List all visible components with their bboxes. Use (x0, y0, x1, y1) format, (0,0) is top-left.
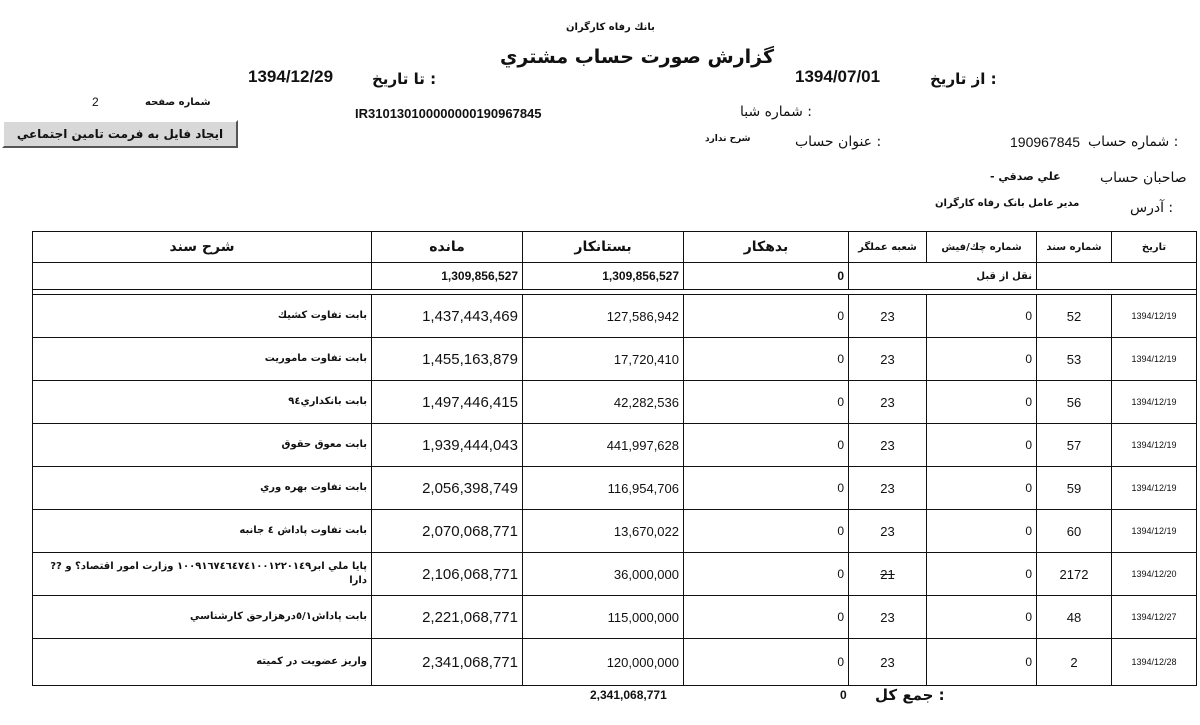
cell-description: بابت تفاوت ماموريت (33, 338, 372, 381)
cell-doc-no: 53 (1037, 338, 1112, 381)
column-header-branch: شعبه عملگر (849, 232, 927, 263)
column-header-doc-no: شماره سند (1037, 232, 1112, 263)
bank-name: بانك رفاه كارگران (566, 22, 655, 33)
cell-branch: 23 (849, 381, 927, 424)
cell-description: واريز عضويت در كميته (33, 639, 372, 686)
cell-branch: 21 (849, 553, 927, 596)
shaba-label: شماره شبا : (740, 104, 813, 120)
cell-branch: 23 (849, 467, 927, 510)
cell-balance: 2,056,398,749 (372, 467, 523, 510)
cell-date: 1394/12/19 (1112, 424, 1197, 467)
cell-date: 1394/12/19 (1112, 381, 1197, 424)
cell-description: بابت تفاوت كشيك (33, 295, 372, 338)
column-header-credit: بستانكار (523, 232, 684, 263)
table-row (33, 338, 1197, 381)
cell-balance: 1,939,444,043 (372, 424, 523, 467)
cell-credit: 17,720,410 (523, 338, 684, 381)
cell-description: بابت بانكداري۹٤ (33, 381, 372, 424)
cell-balance: 1,497,446,415 (372, 381, 523, 424)
cell-description: پايا ملي ابر١٠٠٩١٦٧٤٦٤٧٤١٠٠١٢٢٠١٤٩ وزارت امور اقتصاد؟ و ??دارا (33, 553, 372, 596)
cell-debit: 0 (684, 381, 849, 424)
cell-debit: 0 (684, 295, 849, 338)
table-header-row (33, 232, 1197, 263)
cell-doc-no: 2 (1037, 639, 1112, 686)
cell-credit: 36,000,000 (523, 553, 684, 596)
cell-doc-no: 59 (1037, 467, 1112, 510)
page-number-value: 2 (92, 95, 99, 109)
to-date-label: تا تاريخ : (372, 70, 437, 88)
cell-cheque-no: 0 (927, 338, 1037, 381)
report-title: گزارش صورت حساب مشتري (500, 46, 775, 68)
account-title-value: شرح ندارد (705, 134, 751, 144)
transaction-rows (33, 295, 1197, 686)
cell-debit: 0 (684, 553, 849, 596)
table-row (33, 510, 1197, 553)
cell-debit: 0 (684, 639, 849, 686)
address-label: آدرس : (1130, 200, 1174, 216)
total-label: جمع كل : (875, 686, 945, 704)
cell-cheque-no: 0 (927, 381, 1037, 424)
cell-credit: 127,586,942 (523, 295, 684, 338)
cell-description: بابت معوق حقوق (33, 424, 372, 467)
cell-cheque-no: 0 (927, 596, 1037, 639)
cell-debit: 0 (684, 338, 849, 381)
cell-cheque-no: 0 (927, 510, 1037, 553)
account-holders-label: صاحبان حساب (1100, 170, 1187, 186)
column-header-cheque-no: شماره چك/فيش (927, 232, 1037, 263)
cell-doc-no: 56 (1037, 381, 1112, 424)
account-title-label: عنوان حساب : (795, 134, 882, 150)
cell-credit: 42,282,536 (523, 381, 684, 424)
column-header-balance: مانده (372, 232, 523, 263)
cell-branch: 23 (849, 424, 927, 467)
cell-credit: 116,954,706 (523, 467, 684, 510)
cell-description: بابت پاداش٥/١درهزارحق كارشناسي (33, 596, 372, 639)
table-row (33, 424, 1197, 467)
cell-balance: 1,437,443,469 (372, 295, 523, 338)
cell-doc-no: 57 (1037, 424, 1112, 467)
from-date-value: 1394/07/01 (795, 67, 881, 86)
cell-branch: 23 (849, 295, 927, 338)
cell-doc-no: 52 (1037, 295, 1112, 338)
cell-date: 1394/12/20 (1112, 553, 1197, 596)
account-number-label: شماره حساب : (1088, 134, 1179, 150)
cell-credit: 115,000,000 (523, 596, 684, 639)
cell-branch: 23 (849, 639, 927, 686)
cell-credit: 13,670,022 (523, 510, 684, 553)
cell-doc-no: 48 (1037, 596, 1112, 639)
carry-forward-debit: 0 (684, 263, 849, 290)
cell-balance: 2,106,068,771 (372, 553, 523, 596)
column-header-debit: بدهكار (684, 232, 849, 263)
cell-branch: 23 (849, 338, 927, 381)
cell-branch: 23 (849, 596, 927, 639)
table-row (33, 295, 1197, 338)
total-credit: 2,341,068,771 (590, 688, 667, 702)
cell-debit: 0 (684, 510, 849, 553)
total-debit: 0 (840, 688, 847, 702)
table-row (33, 467, 1197, 510)
carry-forward-balance: 1,309,856,527 (372, 263, 523, 290)
to-date-value: 1394/12/29 (248, 67, 334, 86)
cell-description: بابت تفاوت بهره وري (33, 467, 372, 510)
cell-cheque-no: 0 (927, 295, 1037, 338)
cell-date: 1394/12/19 (1112, 510, 1197, 553)
cell-cheque-no: 0 (927, 553, 1037, 596)
cell-doc-no: 2172 (1037, 553, 1112, 596)
table-row (33, 553, 1197, 596)
cell-date: 1394/12/19 (1112, 467, 1197, 510)
cell-debit: 0 (684, 424, 849, 467)
cell-balance: 1,455,163,879 (372, 338, 523, 381)
carry-forward-row (33, 263, 1197, 290)
cell-description: بابت تفاوت پاداش ٤ جانبه (33, 510, 372, 553)
table-row (33, 639, 1197, 686)
account-holders-value: - علي صدقي (990, 170, 1061, 183)
from-date-label: از تاريخ : (930, 70, 997, 88)
cell-date: 1394/12/27 (1112, 596, 1197, 639)
cell-date: 1394/12/19 (1112, 295, 1197, 338)
page-number-label: شماره صفحه (145, 97, 211, 108)
export-social-security-button[interactable]: ايجاد فايل به فرمت تامين اجتماعي (2, 120, 238, 148)
cell-debit: 0 (684, 467, 849, 510)
statement-table (32, 231, 1197, 686)
account-number-value: 190967845 (1010, 134, 1081, 150)
cell-balance: 2,070,068,771 (372, 510, 523, 553)
cell-credit: 120,000,000 (523, 639, 684, 686)
carry-forward-desc (33, 263, 372, 290)
column-header-description: شرح سند (33, 232, 372, 263)
cell-doc-no: 60 (1037, 510, 1112, 553)
table-row (33, 381, 1197, 424)
shaba-value: IR310130100000000190967845 (355, 106, 542, 121)
carry-forward-label: نقل از قبل (849, 263, 1037, 290)
cell-date: 1394/12/28 (1112, 639, 1197, 686)
cell-balance: 2,341,068,771 (372, 639, 523, 686)
cell-cheque-no: 0 (927, 467, 1037, 510)
cell-cheque-no: 0 (927, 424, 1037, 467)
carry-forward-credit: 1,309,856,527 (523, 263, 684, 290)
column-header-date: تاريخ (1112, 232, 1197, 263)
table-row (33, 596, 1197, 639)
cell-debit: 0 (684, 596, 849, 639)
cell-credit: 441,997,628 (523, 424, 684, 467)
cell-balance: 2,221,068,771 (372, 596, 523, 639)
cell-branch: 23 (849, 510, 927, 553)
cell-date: 1394/12/19 (1112, 338, 1197, 381)
address-value: مدير عامل بانک رفاه کارگران (935, 198, 1080, 209)
cell-cheque-no: 0 (927, 639, 1037, 686)
